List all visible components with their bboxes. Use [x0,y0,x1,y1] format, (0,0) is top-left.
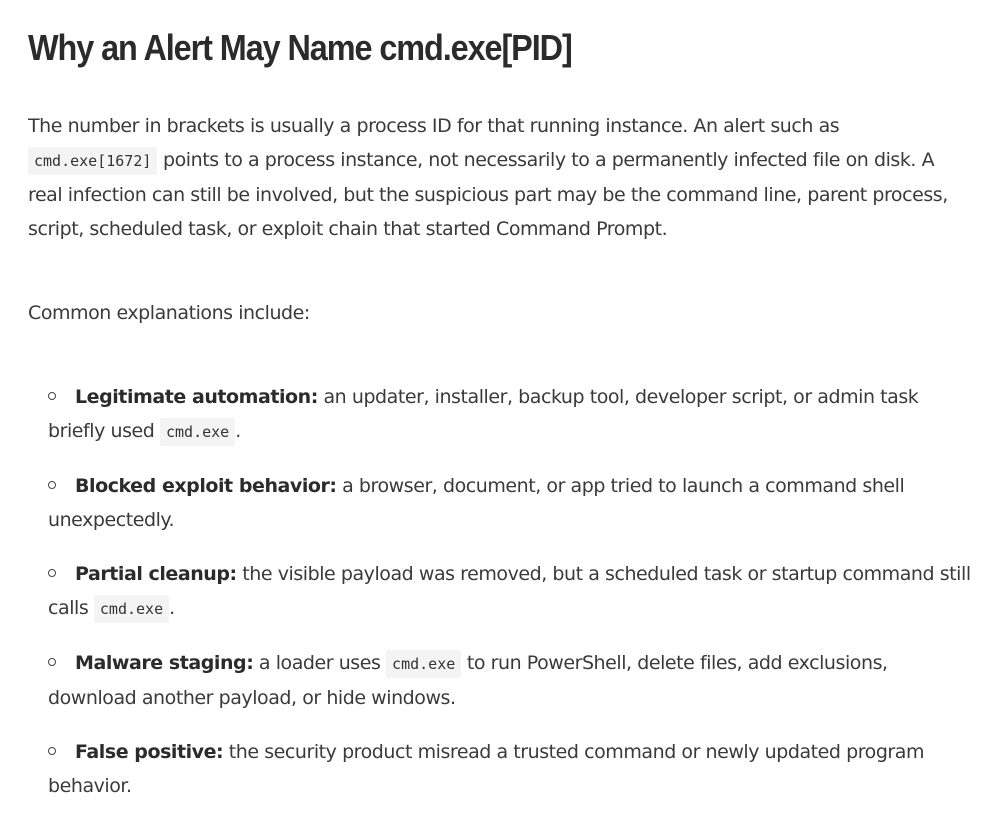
hollow-circle-bullet-icon [48,569,56,577]
list-item-text-end: to run PowerShell, delete files, add exclusions, download another payload, or hide windows. [48,652,888,709]
list-item-malware-staging [48,646,972,715]
page-title: Why an Alert May Name cmd.exe[PID] [28,27,572,68]
hollow-circle-bullet-icon [48,481,56,489]
list-item-term: Malware staging: [75,652,254,674]
list-intro: Common explanations include: [28,302,310,324]
list-item-false-positive [48,735,972,803]
list-item-text: the visible payload was removed, but a scheduled task or startup command still calls [48,563,971,619]
hollow-circle-bullet-icon [48,658,56,666]
list-item-text-end: . [169,597,175,619]
list-item-term: Blocked exploit behavior: [75,475,337,497]
list-item-term: Legitimate automation: [75,386,318,408]
hollow-circle-bullet-icon [48,392,56,400]
explanation-paragraph [28,109,972,246]
list-item-term: Partial cleanup: [75,563,237,585]
list-item-term: False positive: [75,741,224,763]
explanations-list [28,380,972,803]
list-item-text: an updater, installer, backup tool, developer script, or admin task briefly used [48,386,919,442]
inline-code: cmd.exe [160,418,235,446]
paragraph-text-1: The number in brackets is usually a process ID for that running instance. An alert such as [28,115,840,137]
hollow-circle-bullet-icon [48,747,56,755]
list-item-text: a browser, document, or app tried to launch a command shell unexpectedly. [48,475,905,531]
list-item-legitimate-automation [48,380,972,449]
list-item-text-end: . [235,420,241,442]
inline-code: cmd.exe [94,595,169,623]
paragraph-text-2: points to a process instance, not necessarily to a permanently infected file on disk. A real infection can still be involved, but the suspicious part may be the command line, parent process, script, scheduled task, or exploit chain that started Command Prompt. [28,149,948,240]
list-item-text: a loader uses [253,652,387,674]
list-item-partial-cleanup [48,557,972,626]
inline-code: cmd.exe[1672] [28,147,157,175]
list-item-text: the security product misread a trusted command or newly updated program behavior. [48,741,925,797]
list-item-blocked-exploit-behavior [48,469,972,537]
inline-code: cmd.exe [386,650,461,678]
